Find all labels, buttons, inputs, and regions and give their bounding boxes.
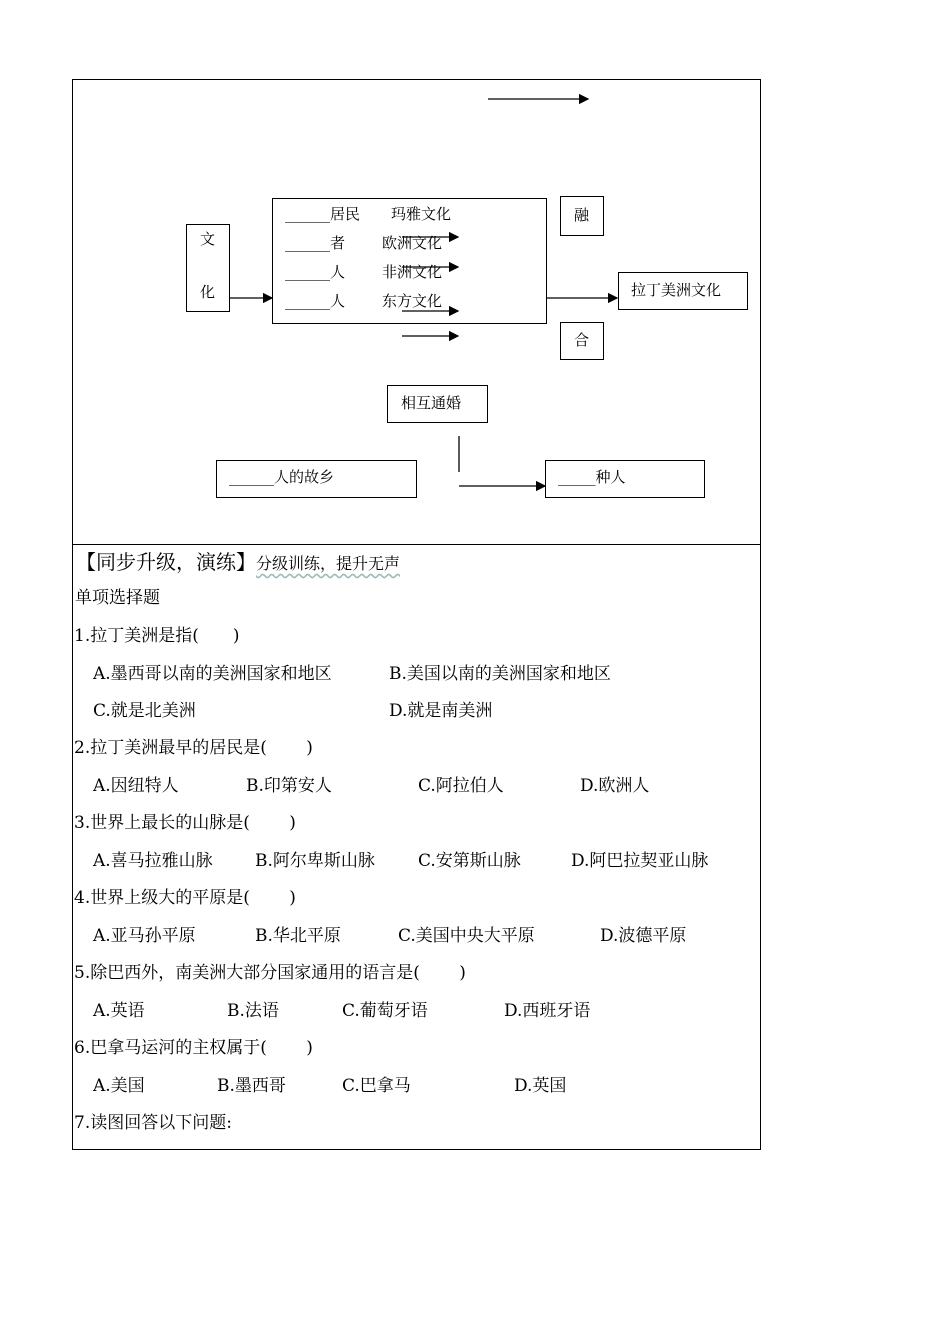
q3-option-a: A.喜马拉雅山脉 [93, 851, 213, 871]
q1-option-c: C.就是北美洲 [93, 701, 196, 721]
question-1-stem: 1.拉丁美洲是指( ) [74, 626, 240, 646]
q2-option-c: C.阿拉伯人 [418, 776, 504, 796]
fuse-top-box [560, 196, 604, 236]
q5-option-d: D.西班牙语 [504, 1001, 591, 1021]
result-label: 拉丁美洲文化 [631, 281, 722, 299]
section-subtitle: 分级训练，提升无声 [256, 554, 401, 573]
culture-label-2: 化 [200, 283, 216, 301]
q2-option-b: B.印第安人 [246, 776, 332, 796]
intermarriage-box [387, 385, 488, 423]
race-label: _____种人 [558, 468, 626, 486]
question-4-stem: 4.世界上级大的平原是( ) [74, 888, 296, 908]
culture-label-1: 文 [200, 230, 216, 248]
question-3-stem: 3.世界上最长的山脉是( ) [74, 813, 296, 833]
q5-option-a: A.英语 [93, 1001, 145, 1021]
q5-option-c: C.葡萄牙语 [342, 1001, 428, 1021]
race-box [545, 460, 705, 498]
homeland-box [216, 460, 417, 498]
section-heading [76, 546, 400, 575]
section-title: 【同步升级，演练】 [76, 550, 256, 574]
row-2-source: ______者 [285, 234, 346, 252]
homeland-label: ______人的故乡 [229, 468, 335, 486]
q4-option-c: C.美国中央大平原 [398, 926, 535, 946]
q1-option-d: D.就是南美洲 [389, 701, 493, 721]
result-box [618, 272, 748, 310]
culture-box [186, 224, 230, 312]
intermarriage-label: 相互通婚 [401, 394, 462, 412]
question-5-stem: 5.除巴西外，南美洲大部分国家通用的语言是( ) [74, 963, 466, 983]
row-4-culture: 东方文化 [382, 292, 443, 310]
q6-option-c: C.巴拿马 [342, 1076, 411, 1096]
question-6-stem: 6.巴拿马运河的主权属于( ) [74, 1038, 313, 1058]
q6-option-b: B.墨西哥 [217, 1076, 286, 1096]
row-1-culture: 玛雅文化 [391, 205, 452, 223]
q4-option-a: A.亚马孙平原 [93, 926, 196, 946]
fuse-bottom-box [560, 322, 604, 360]
fuse-top-label: 融 [574, 206, 590, 224]
row-2-culture: 欧洲文化 [382, 234, 443, 252]
question-type-label: 单项选择题 [75, 588, 160, 608]
q4-option-b: B.华北平原 [255, 926, 341, 946]
q1-option-b: B.美国以南的美洲国家和地区 [389, 664, 611, 684]
q6-option-a: A.美国 [93, 1076, 145, 1096]
fuse-bottom-label: 合 [574, 331, 590, 349]
row-3-culture: 非洲文化 [382, 263, 443, 281]
q3-option-d: D.阿巴拉契亚山脉 [571, 851, 709, 871]
row-4-source: ______人 [285, 292, 346, 310]
q2-option-d: D.欧洲人 [580, 776, 650, 796]
q1-option-a: A.墨西哥以南的美洲国家和地区 [93, 664, 332, 684]
q2-option-a: A.因纽特人 [93, 776, 179, 796]
q6-option-d: D.英国 [514, 1076, 567, 1096]
q3-option-b: B.阿尔卑斯山脉 [255, 851, 375, 871]
q5-option-b: B.法语 [227, 1001, 279, 1021]
row-3-source: ______人 [285, 263, 346, 281]
question-7-stem: 7.读图回答以下问题: [74, 1113, 232, 1133]
row-1-source: ______居民 [285, 205, 361, 223]
q4-option-d: D.波德平原 [600, 926, 687, 946]
q3-option-c: C.安第斯山脉 [418, 851, 521, 871]
question-2-stem: 2.拉丁美洲最早的居民是( ) [74, 738, 313, 758]
